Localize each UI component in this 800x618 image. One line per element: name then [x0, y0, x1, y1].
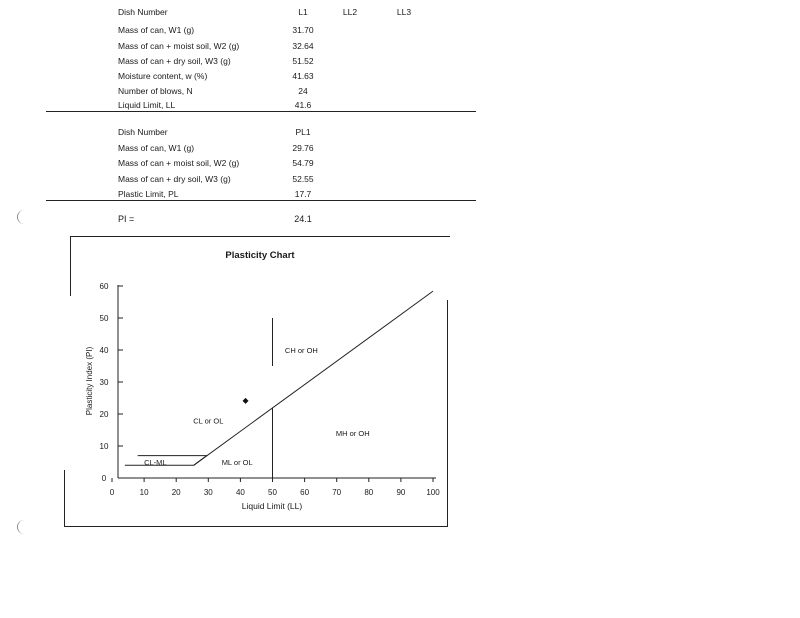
ll-dish-1-header: L1 [298, 7, 308, 17]
ll-row-value: 31.70 [292, 25, 314, 35]
x-tick-label: 50 [268, 488, 277, 497]
y-tick-label: 0 [101, 474, 107, 483]
ll-row-value: 24 [298, 86, 308, 96]
pl-row-value: 29.76 [292, 143, 314, 153]
region-label: CH or OH [284, 346, 318, 355]
pl-row-label: Mass of can, W1 (g) [118, 143, 195, 153]
pi-label: PI = [118, 214, 135, 224]
x-tick-label: 90 [396, 488, 406, 497]
chart-title: Plasticity Chart [225, 250, 295, 261]
x-tick-label: 10 [139, 488, 149, 497]
pl-dish-number-label: Dish Number [118, 127, 168, 137]
data-point [243, 398, 249, 404]
y-tick-label: 20 [99, 410, 109, 419]
ll-row-label: Number of blows, N [118, 86, 193, 96]
x-tick-label: 30 [203, 488, 213, 497]
ll-row-label: Moisture content, w (%) [118, 71, 208, 81]
y-tick-label: 60 [99, 282, 109, 291]
ll-row-value: 41.63 [292, 71, 314, 81]
ll-dish-number-label: Dish Number [118, 7, 168, 17]
region-label: ML or OL [221, 458, 253, 467]
region-label: CL or OL [193, 416, 224, 426]
pi-value: 24.1 [294, 214, 312, 224]
x-axis-label: Liquid Limit (LL) [241, 501, 303, 511]
x-tick-label: 100 [426, 488, 440, 497]
region-label: MH or OH [335, 429, 370, 439]
y-tick-label: 10 [99, 442, 109, 451]
pl-row-label: Mass of can + moist soil, W2 (g) [118, 158, 240, 168]
x-tick-label: 60 [300, 488, 310, 497]
ll-row-value: 51.52 [292, 56, 314, 66]
plastic-limit-label: Plastic Limit, PL [118, 189, 179, 199]
liquid-limit-value: 41.6 [294, 100, 312, 110]
x-tick-label: 0 [109, 488, 115, 497]
y-axis-label: Plasticity Index (PI) [85, 346, 94, 416]
liquid-limit-label: Liquid Limit, LL [118, 100, 176, 110]
region-label: CL-ML [144, 458, 167, 467]
ll-dish-2-header: LL2 [342, 7, 358, 17]
y-tick-label: 40 [99, 346, 109, 355]
pl-row-value: 54.79 [292, 158, 314, 168]
pl-row-value: 52.55 [292, 174, 314, 184]
ll-row-value: 32.64 [292, 41, 314, 51]
pl-dish-1-header: PL1 [295, 127, 311, 137]
x-tick-label: 40 [235, 488, 245, 497]
plastic-limit-value: 17.7 [294, 189, 312, 199]
y-tick-label: 30 [99, 378, 109, 387]
ll-row-label: Mass of can + moist soil, W2 (g) [118, 41, 240, 51]
ll-dish-3-header: LL3 [396, 7, 412, 17]
ll-row-label: Mass of can, W1 (g) [118, 25, 195, 35]
y-tick-label: 50 [99, 314, 109, 323]
x-tick-label: 20 [171, 488, 181, 497]
a-line [194, 291, 433, 465]
x-tick-label: 70 [332, 488, 342, 497]
x-tick-label: 80 [364, 488, 374, 497]
ll-row-label: Mass of can + dry soil, W3 (g) [118, 56, 231, 66]
pl-row-label: Mass of can + dry soil, W3 (g) [118, 174, 231, 184]
